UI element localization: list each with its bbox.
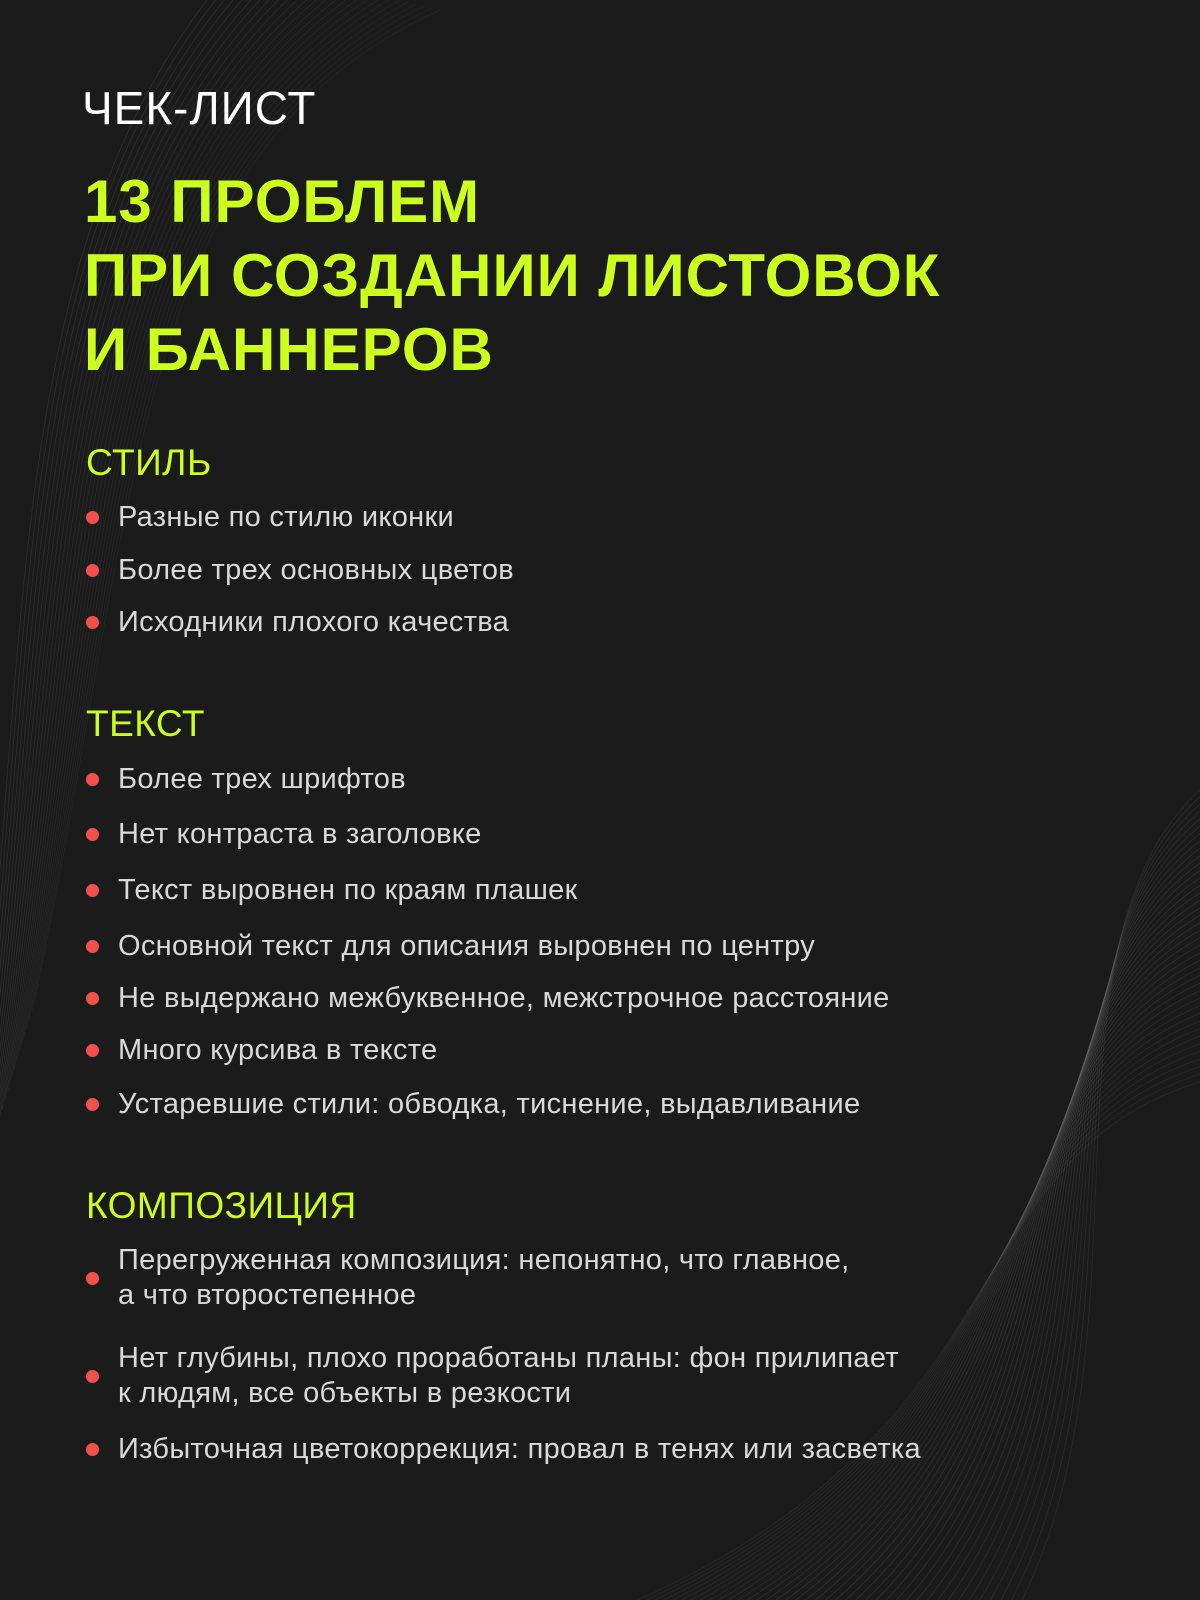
bullet-dot-icon	[86, 1443, 99, 1456]
list-item	[86, 981, 890, 1016]
list-item-text: Избыточная цветокоррекция: провал в тенях или засветка	[118, 1433, 921, 1465]
list-item-text: Исходники плохого качества	[118, 606, 510, 638]
list-item-text: Не выдержано межбуквенное, межстрочное расстояние	[118, 982, 890, 1014]
bullet-dot-icon	[86, 564, 99, 577]
bullet-dot-icon	[86, 828, 99, 841]
list-item	[86, 762, 406, 797]
list-item-text: Много курсива в тексте	[118, 1034, 438, 1066]
title-line: 13 ПРОБЛЕМ	[84, 168, 481, 235]
list-item-text: Перегруженная композиция: непонятно, что главное, а что второстепенное	[118, 1244, 850, 1311]
list-item	[86, 553, 514, 588]
section-title-composition: КОМПОЗИЦИЯ	[86, 1185, 357, 1226]
bullet-dot-icon	[86, 1370, 99, 1383]
page-title	[84, 165, 940, 387]
list-item-text: Более трех шрифтов	[118, 763, 406, 795]
kicker-label: ЧЕК-ЛИСТ	[82, 82, 317, 134]
bullet-dot-icon	[86, 940, 99, 953]
list-item-text: Разные по стилю иконки	[118, 501, 454, 533]
list-item	[86, 500, 454, 535]
list-item	[86, 1087, 860, 1122]
list-item-text: Устаревшие стили: обводка, тиснение, выдавливание	[118, 1088, 861, 1120]
list-item	[86, 929, 815, 964]
bullet-dot-icon	[86, 511, 99, 524]
bullet-dot-icon	[86, 884, 99, 897]
list-item	[86, 1432, 921, 1467]
bullet-dot-icon	[86, 616, 99, 629]
list-item-text: Более трех основных цветов	[118, 554, 514, 586]
list-item	[86, 1243, 850, 1313]
list-item-text: Основной текст для описания выровнен по центру	[118, 930, 816, 962]
bullet-dot-icon	[86, 1272, 99, 1285]
title-line: И БАННЕРОВ	[84, 316, 494, 383]
list-item	[86, 605, 509, 640]
list-item-text: Нет глубины, плохо проработаны планы: фон прилипает к людям, все объекты в резкости	[118, 1342, 899, 1409]
list-item	[86, 817, 482, 852]
title-line: ПРИ СОЗДАНИИ ЛИСТОВОК	[84, 242, 941, 309]
bullet-dot-icon	[86, 773, 99, 786]
bullet-dot-icon	[86, 1098, 99, 1111]
list-item	[86, 1033, 437, 1068]
list-item-text: Текст выровнен по краям плашек	[118, 874, 578, 906]
section-title-text: ТЕКСТ	[86, 703, 206, 744]
section-title-style: СТИЛЬ	[86, 442, 212, 483]
list-item	[86, 1341, 899, 1411]
list-item	[86, 873, 578, 908]
list-item-text: Нет контраста в заголовке	[118, 818, 482, 850]
bullet-dot-icon	[86, 992, 99, 1005]
bullet-dot-icon	[86, 1044, 99, 1057]
